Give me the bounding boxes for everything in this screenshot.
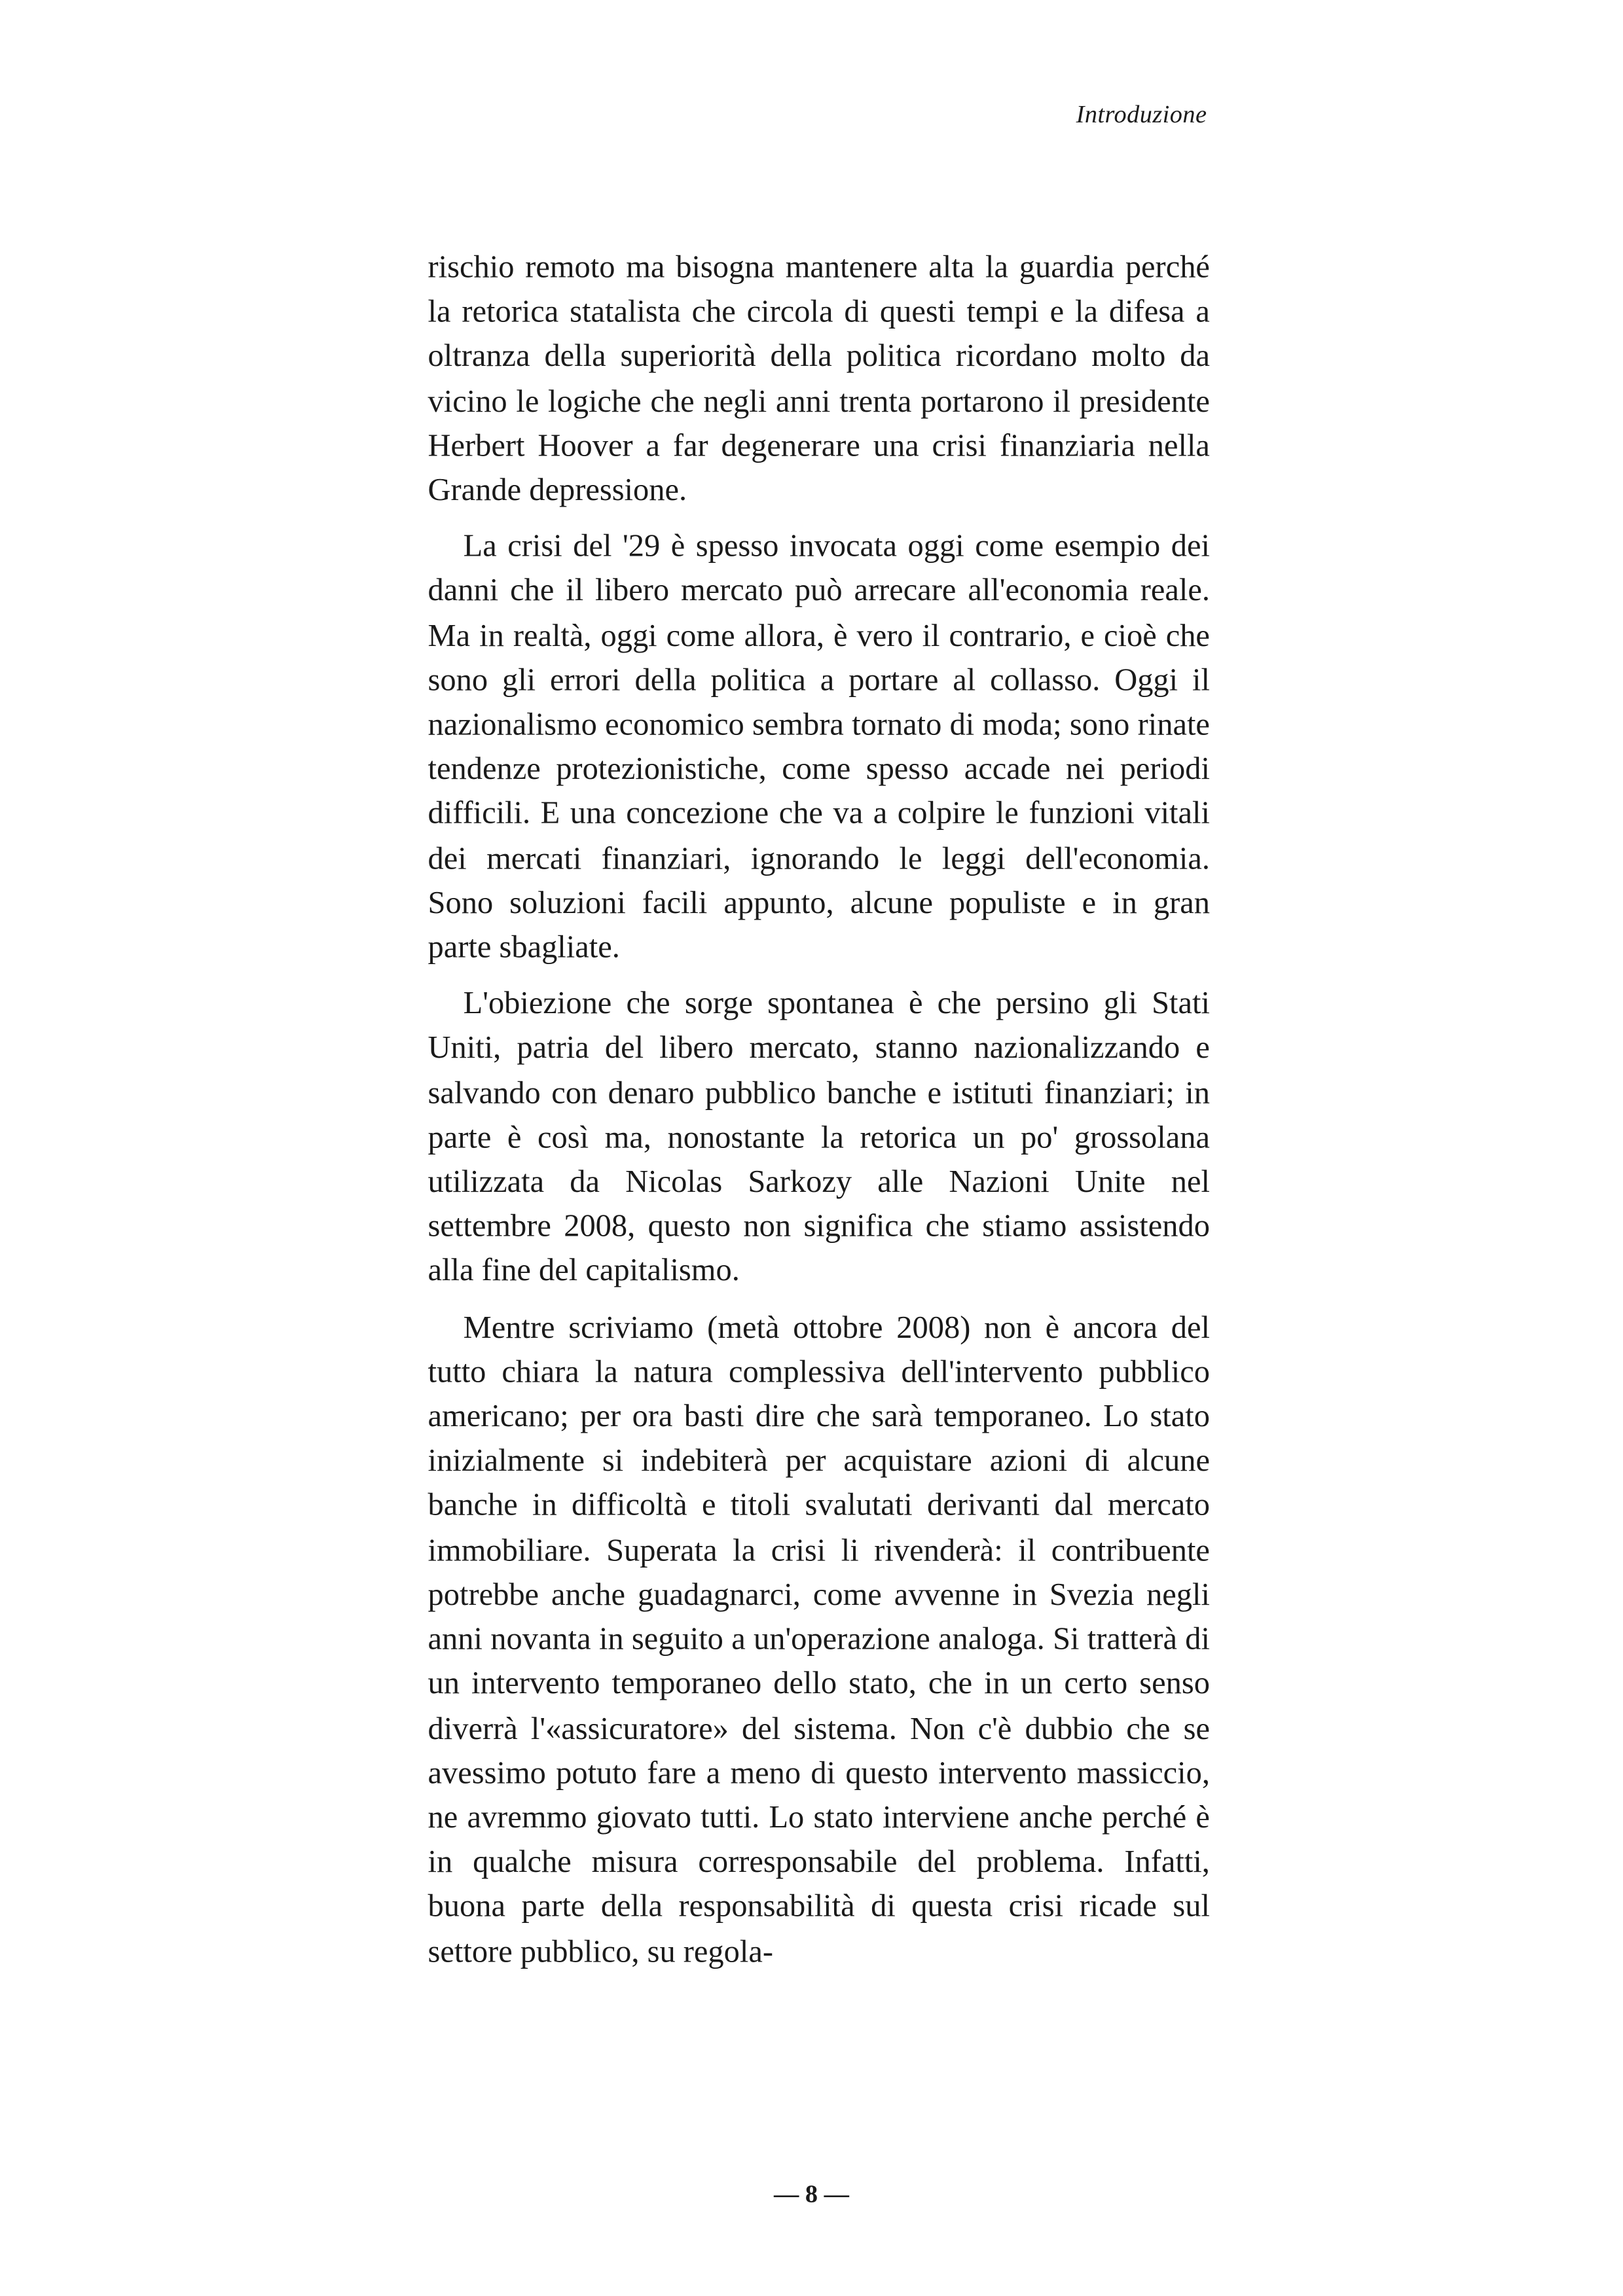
paragraph-4: Mentre scriviamo (metà ottobre 2008) non è ancora del tutto chiara la natura complessiva dell'intervento pubblico americano; per ora basti dire che sarà temporaneo. Lo stato inizialmente si indebiterà per acquistare azioni di alcune banche in difficoltà e titoli svalutati derivanti dal mercato immobiliare. Superata la crisi li rivenderà: il contribuente potrebbe anche guadagnarci, come avvenne in Svezia negli anni novanta in seguito a un'operazione analoga. Si tratterà di un intervento temporaneo dello stato, che in un certo senso diverrà l'«assicuratore» del sistema. Non c'è dubbio che se avessimo potuto fare a meno di questo intervento massiccio, ne avremmo giovato tutti. Lo stato interviene anche perché è in qualche misura corresponsabile del problema. Infatti, buona parte della responsabilità di questa crisi ricade sul settore pubblico, su regola- xyxy=(428,1309,1210,1969)
body-text xyxy=(428,245,1210,1985)
paragraph-1: rischio remoto ma bisogna mantenere alta la guardia perché la retorica statalista che circola di questi tempi e la difesa a oltranza della superiorità della politica ricordano molto da vicino le logiche che negli anni trenta portarono il presidente Herbert Hoover a far degenerare una crisi finanziaria nella Grande depressione. xyxy=(428,249,1210,508)
paragraph-2: La crisi del '29 è spesso invocata oggi come esempio dei danni che il libero mercato può arrecare all'economia reale. Ma in realtà, oggi come allora, è vero il contrario, e cioè che sono gli errori della politica a portare al collasso. Oggi il nazionalismo economico sembra tornato di moda; sono rinate tendenze protezionistiche, come spesso accade nei periodi difficili. E una concezione che va a colpire le funzioni vitali dei mercati finanziari, ignorando le leggi dell'economia. Sono soluzioni facili appunto, alcune populiste e in gran parte sbagliate. xyxy=(428,528,1210,965)
running-head: Introduzione xyxy=(1076,100,1207,129)
paragraph-3: L'obiezione che sorge spontanea è che persino gli Stati Uniti, patria del libero mercato, stanno nazionalizzando e salvando con denaro pubblico banche e istituti finanziari; in parte è così ma, nonostante la retorica un po' grossolana utilizzata da Nicolas Sarkozy alle Nazioni Unite nel settembre 2008, questo non significa che stiamo assistendo alla fine del capitalismo. xyxy=(428,985,1210,1289)
page-number: — 8 — xyxy=(774,2179,849,2208)
